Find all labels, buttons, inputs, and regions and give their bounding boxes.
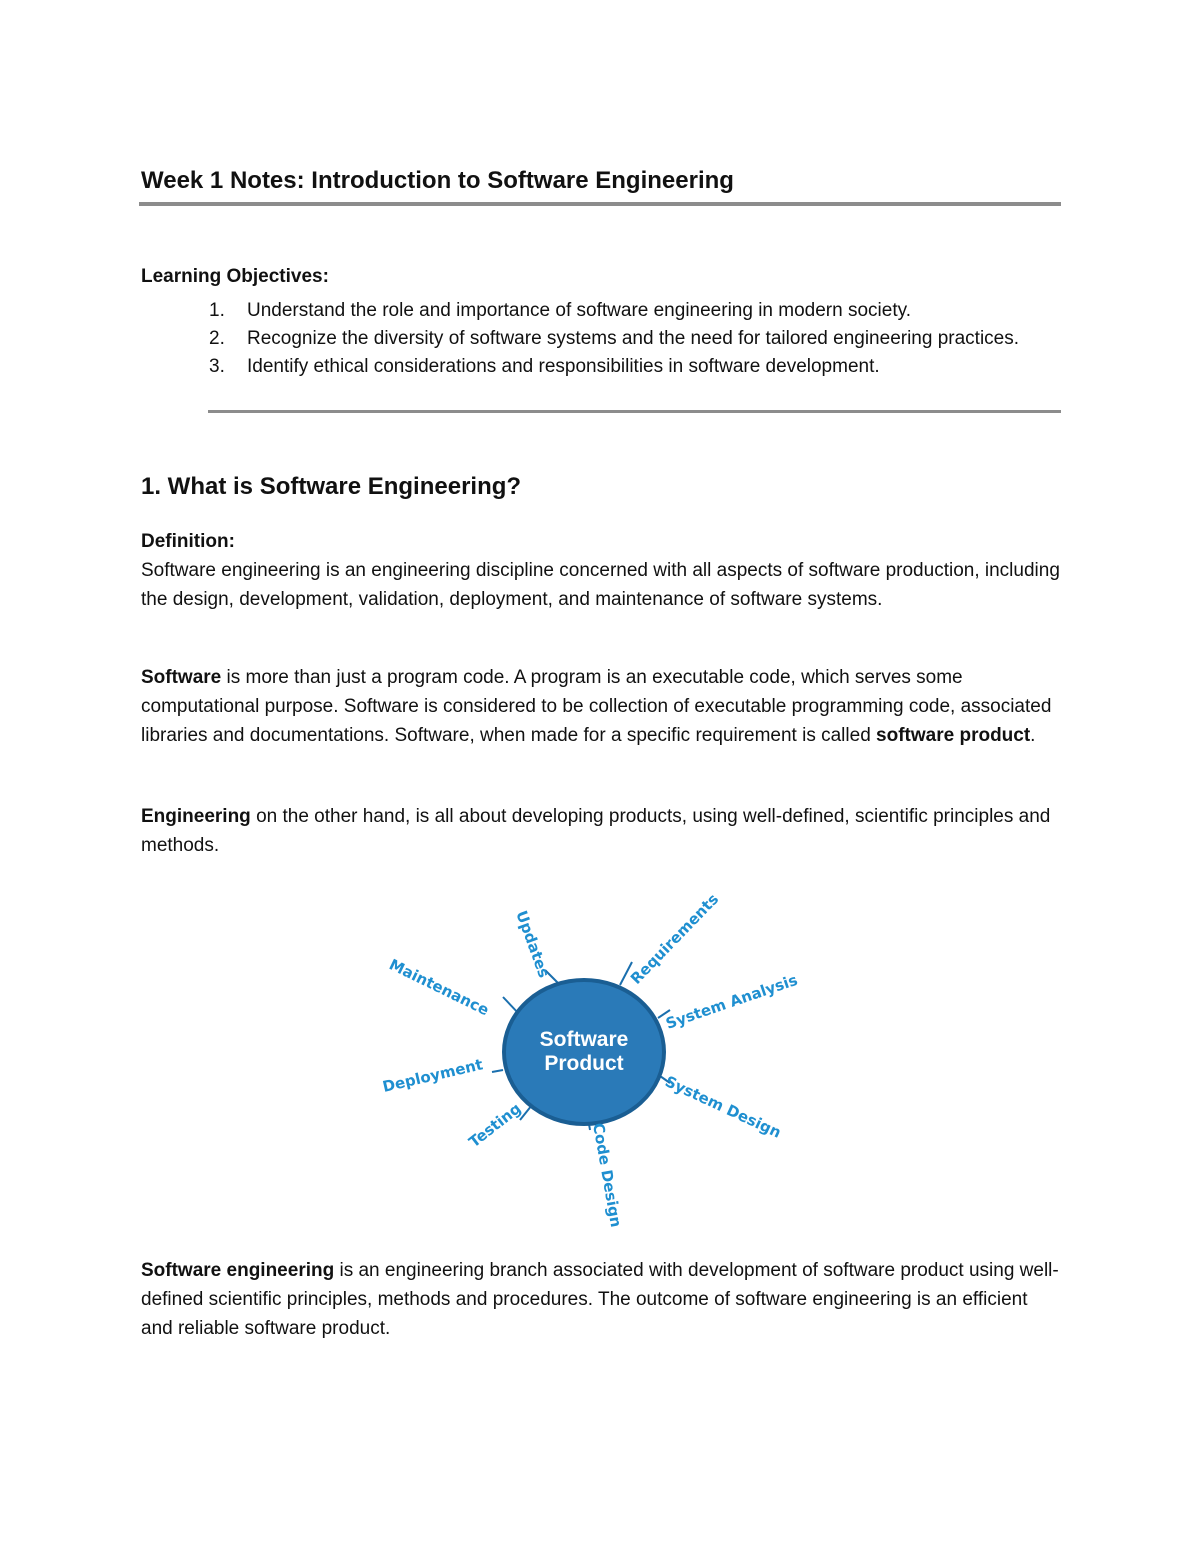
objective-number: 2. [209, 328, 225, 349]
objective-text: Understand the role and importance of software engineering in modern society. [247, 300, 911, 321]
label-updates: Updates [512, 908, 554, 981]
objective-text: Identify ethical considerations and responsibilities in software development. [247, 356, 880, 377]
label-testing: Testing [465, 1099, 525, 1152]
diagram-svg [370, 880, 830, 1230]
objective-item [209, 353, 1069, 381]
label-system-analysis: System Analysis [663, 970, 800, 1033]
software-engineering-term: Software engineering [141, 1260, 335, 1281]
objectives-list [209, 297, 1069, 381]
objective-number: 1. [209, 300, 225, 321]
software-paragraph [141, 663, 1061, 750]
section-heading: 1. What is Software Engineering? [141, 473, 522, 500]
software-product-term: software product [876, 725, 1031, 746]
title-divider [139, 202, 1061, 206]
label-deployment: Deployment [380, 1055, 485, 1096]
label-code-design: Code Design [589, 1121, 626, 1229]
software-product-diagram [370, 880, 830, 1230]
page-title: Week 1 Notes: Introduction to Software Engineering [141, 167, 734, 194]
engineering-paragraph [141, 802, 1061, 860]
center-label-line1: Software [539, 1028, 629, 1051]
software-description: is more than just a program code. A program is an executable code, which serves some computational purpose. Software is considered to be collection of executable programming code, associated libraries and documentations. Software, when made for a specific requirement is called [141, 667, 1052, 746]
objective-number: 3. [209, 356, 225, 377]
objectives-divider [208, 410, 1061, 413]
objective-text: Recognize the diversity of software systems and the need for tailored engineering practices. [247, 328, 1020, 349]
software-engineering-paragraph [141, 1256, 1061, 1343]
objective-item [209, 325, 1069, 353]
software-engineering-description: is an engineering branch associated with development of software product using well-defined scientific principles, methods and procedures. The outcome of software engineering is an efficient and reliable software product. [141, 1260, 1059, 1339]
spoke-deployment [492, 1070, 503, 1072]
label-requirements: Requirements [626, 890, 723, 988]
objective-item [209, 297, 1069, 325]
center-label-line2: Product [544, 1052, 624, 1075]
definition-paragraph: Software engineering is an engineering discipline concerned with all aspects of software production, including the design, development, validation, deployment, and maintenance of software systems. [141, 560, 1060, 610]
definition-label: Definition: [141, 531, 235, 552]
engineering-term: Engineering [141, 806, 251, 827]
objectives-heading: Learning Objectives: [141, 266, 329, 287]
label-maintenance: Maintenance [386, 955, 492, 1020]
software-end: . [1030, 725, 1036, 746]
label-system-design: System Design [662, 1072, 784, 1142]
software-term: Software [141, 667, 222, 688]
engineering-description: on the other hand, is all about developing products, using well-defined, scientific principles and methods. [141, 806, 1051, 856]
